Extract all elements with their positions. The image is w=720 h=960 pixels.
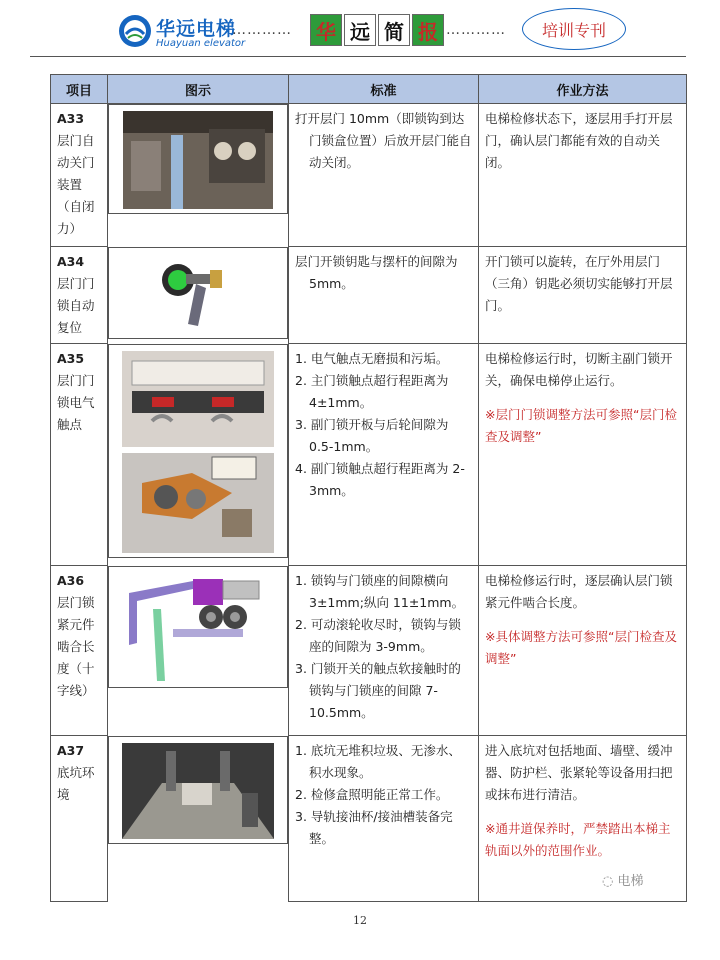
standard-text: 3. 导轨接油杯/接油槽装备完整。 — [295, 809, 453, 846]
method-note: ※层门门锁调整方法可参照“层门检查及调整” — [485, 407, 677, 444]
brand-name-english: Huayuan elevator — [156, 38, 246, 49]
item-code: A35 — [57, 351, 85, 366]
method-text: 进入底坑对包括地面、墙壁、缓冲器、防护栏、张紧轮等设备用扫把或抹布进行清洁。 — [485, 743, 673, 802]
item-cell — [51, 247, 108, 344]
page-header — [0, 0, 720, 60]
door-lock-key-illustration — [148, 254, 248, 334]
standard-cell — [289, 104, 479, 247]
item-name: 层门自动关门装置（自闭力） — [57, 133, 95, 236]
figure-cell — [108, 344, 288, 558]
standard-text: 2. 主门锁触点超行程距离为 4±1mm。 — [295, 373, 449, 410]
table-header-row — [51, 75, 687, 104]
figure-cell — [108, 736, 288, 844]
method-cell — [479, 566, 687, 736]
item-cell — [51, 566, 108, 736]
standard-cell — [289, 736, 479, 902]
lock-engagement-diagram — [123, 573, 273, 683]
method-text: 电梯检修运行时，切断主副门锁开关，确保电梯停止运行。 — [485, 351, 673, 388]
title-char: 报 — [412, 14, 444, 46]
method-cell — [479, 736, 687, 902]
method-note: ※通井道保养时，严禁踏出本梯主轨面以外的范围作业。 — [485, 821, 671, 858]
item-name: 底坑环境 — [57, 765, 95, 802]
column-header-figure: 图示 — [108, 75, 289, 104]
item-name: 层门门锁自动复位 — [57, 276, 95, 335]
method-cell — [479, 344, 687, 566]
standard-text: 1. 电气触点无磨损和污垢。 — [295, 351, 449, 366]
dotted-leader: ………… — [232, 22, 292, 38]
standard-text: 层门开锁钥匙与摆杆的间隙为 5mm。 — [295, 254, 458, 291]
standard-text: 4. 副门锁触点超行程距离为 2-3mm。 — [295, 461, 465, 498]
method-text: 开门锁可以旋转，在厅外用层门（三角）钥匙必须切实能够打开层门。 — [485, 254, 673, 313]
method-cell — [479, 247, 687, 344]
item-name: 层门门锁电气触点 — [57, 373, 95, 432]
chat-bubble-icon: ◌ — [602, 874, 618, 889]
maintenance-table — [50, 74, 687, 902]
method-cell — [479, 104, 687, 247]
item-code: A36 — [57, 573, 85, 588]
standard-cell — [289, 247, 479, 344]
figure-cell — [108, 566, 288, 688]
item-code: A37 — [57, 743, 85, 758]
standard-text: 3. 门锁开关的触点软接触时的锁钩与门锁座的间隙 7-10.5mm。 — [295, 661, 461, 720]
watermark-text: 电梯 — [617, 874, 644, 889]
figure-cell — [108, 247, 288, 339]
item-cell — [51, 736, 108, 902]
watermark — [602, 870, 644, 889]
table-row — [51, 736, 687, 902]
standard-text: 3. 副门锁开板与后轮间隙为 0.5-1mm。 — [295, 417, 449, 454]
dotted-leader: ………… — [446, 22, 506, 38]
item-code: A34 — [57, 254, 85, 269]
table-row — [51, 104, 687, 247]
company-logo-icon — [118, 14, 152, 48]
title-char: 简 — [378, 14, 410, 46]
method-note: ※具体调整方法可参照“层门检查及调整” — [485, 629, 677, 666]
pit-environment-photo — [122, 743, 274, 839]
standard-cell — [289, 344, 479, 566]
brand-name: 华远电梯 — [156, 18, 237, 40]
bulletin-title — [310, 14, 446, 46]
method-text: 电梯检修状态下，逐层用手打开层门，确认层门都能有效的自动关闭。 — [485, 111, 673, 170]
item-cell — [51, 104, 108, 247]
page-number: 12 — [353, 914, 367, 927]
table-row — [51, 344, 687, 566]
figure-cell — [108, 104, 288, 214]
column-header-method: 作业方法 — [479, 75, 687, 104]
standard-text: 2. 可动滚轮收尽时，锁钩与锁座的间隙为 3-9mm。 — [295, 617, 461, 654]
table-row — [51, 247, 687, 344]
standard-text: 1. 锁钩与门锁座的间隙横向 3±1mm;纵向 11±1mm。 — [295, 573, 465, 610]
special-issue-badge: 培训专刊 — [522, 8, 626, 50]
item-cell — [51, 344, 108, 566]
header-divider — [30, 56, 686, 57]
item-name: 层门锁紧元件啮合长度（十字线） — [57, 595, 95, 698]
door-lock-contact-photo — [122, 351, 274, 447]
column-header-standard: 标准 — [289, 75, 479, 104]
title-char: 远 — [344, 14, 376, 46]
auxiliary-lock-photo — [122, 453, 274, 553]
table-row — [51, 566, 687, 736]
standard-text: 1. 底坑无堆积垃圾、无渗水、积水现象。 — [295, 743, 461, 780]
column-header-item: 项目 — [51, 75, 108, 104]
standard-cell — [289, 566, 479, 736]
standard-text: 2. 检修盒照明能正常工作。 — [295, 787, 449, 802]
method-text: 电梯检修运行时，逐层确认层门锁紧元件啮合长度。 — [485, 573, 673, 610]
door-closer-photo — [123, 111, 273, 209]
item-code: A33 — [57, 111, 85, 126]
standard-text: 打开层门 10mm（即锁钩到达门锁盒位置）后放开层门能自动关闭。 — [295, 111, 472, 170]
title-char: 华 — [310, 14, 342, 46]
